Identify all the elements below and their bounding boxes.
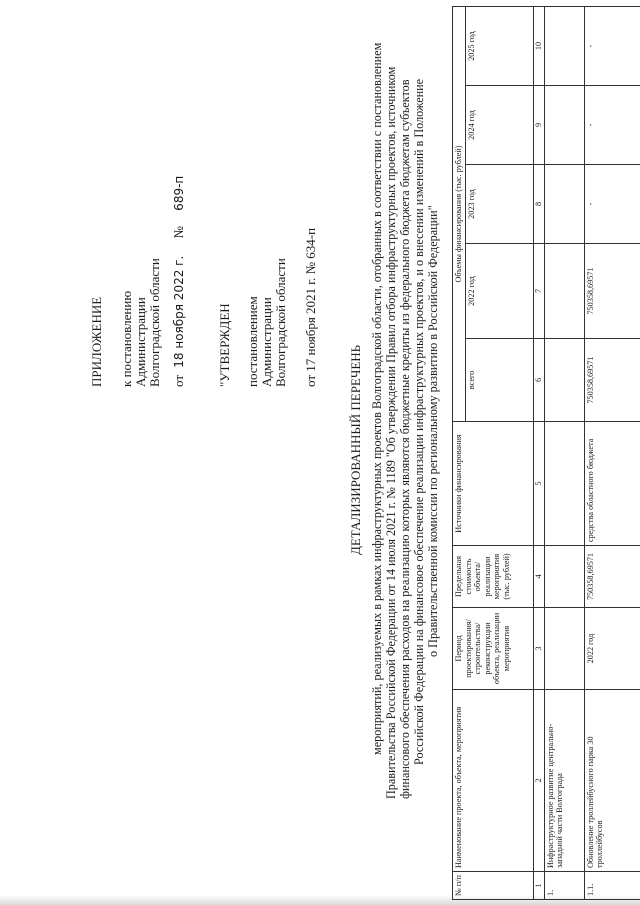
approved-resolution: постановлением — [245, 296, 260, 387]
column-number: 7 — [533, 244, 544, 339]
document-title: ДЕТАЛИЗИРОВАННЫЙ ПЕРЕЧЕНЬ — [348, 344, 363, 555]
intro-line-3: финансового обеспечения расходов на реализацию которых являются бюджетные кредиты из федерального бюджета бюджетам субъектов — [398, 79, 412, 799]
header-year: 2025 год — [465, 6, 533, 85]
column-number: 4 — [533, 546, 544, 608]
handwritten-number: 689-п — [172, 175, 186, 211]
table-row — [544, 6, 584, 899]
number-prefix: № — [171, 226, 186, 239]
intro-line-5: о Правительственной комиссии по региональному развитию в Российской Федерации" — [426, 205, 440, 657]
row-source: средства областного бюджета — [584, 422, 640, 546]
row-2023 — [544, 165, 584, 244]
row-total — [544, 339, 584, 422]
header-year: 2022 год — [465, 244, 533, 339]
row-total: 750358,69571 — [584, 339, 640, 422]
row-name: Обновление троллейбусного парка 30 троллейбусов — [584, 690, 640, 872]
appendix-title: ПРИЛОЖЕНИЕ — [89, 296, 104, 387]
row-period — [544, 608, 584, 690]
row-source — [544, 422, 584, 546]
approved-region: Волгоградской области — [273, 258, 288, 387]
row-2025: - — [584, 6, 640, 85]
row-cost: 750358,69571 — [584, 546, 640, 608]
column-number: 5 — [533, 422, 544, 546]
row-num: 1. — [544, 872, 584, 900]
intro-line-1: мероприятий, реализуемых в рамках инфраструктурных проектов Волгоградской области, отобранных в соответствии с постановлением — [370, 42, 384, 755]
header-cost: Предельная стоимость объекта/ реализации мероприятия (тыс. рублей) — [453, 546, 534, 608]
header-year: 2023 год — [465, 165, 533, 244]
resolution-date-line — [172, 176, 186, 387]
header-volumes: Объемы финансирования (тыс. рублей) — [453, 6, 466, 421]
column-number: 10 — [533, 6, 544, 85]
row-2024 — [544, 86, 584, 165]
approved-administration: Администрации — [259, 297, 274, 387]
row-2022: 750358,69571 — [584, 244, 640, 339]
header-year: 2024 год — [465, 86, 533, 165]
header-sources: Источники финансирования — [453, 422, 534, 546]
row-period: 2022 год — [584, 608, 640, 690]
header-name: Наименование проекта, объекта, мероприятия — [453, 690, 534, 872]
row-name: Инфраструктурное развитие центрально-западной части Волгограда — [544, 690, 584, 872]
column-number: 1 — [533, 872, 544, 900]
region: Волгоградской области — [147, 258, 162, 387]
approved-date: от 17 ноября 2021 г. № 634-п — [303, 227, 318, 387]
header-period: Период проектирования/ строительства/ реконструкции объекта, реализации мероприятия — [453, 608, 534, 690]
row-2022 — [544, 244, 584, 339]
handwritten-date: 18 ноября 2022 г. — [172, 255, 186, 368]
projects-table — [452, 6, 640, 900]
row-2025 — [544, 6, 584, 85]
row-num: 1.1. — [584, 872, 640, 900]
column-number: 6 — [533, 339, 544, 422]
header-num: № п/п — [453, 872, 534, 900]
administration: Администрации — [133, 297, 148, 387]
column-number: 8 — [533, 165, 544, 244]
column-number: 2 — [533, 690, 544, 872]
to-resolution: к постановлению — [119, 290, 134, 387]
from-prefix: от — [171, 374, 186, 387]
column-number-row — [533, 6, 544, 899]
intro-line-2: Правительства Российской Федерации от 14 июля 2021 г. № 1189 "Об утверждении Правил отбора инфраструктурных проектов, источником — [384, 66, 398, 799]
row-2023: - — [584, 165, 640, 244]
table-row — [584, 6, 640, 899]
row-2024: - — [584, 86, 640, 165]
header-total: всего — [465, 339, 533, 422]
approved-label: "УТВЕРЖДЕН — [217, 303, 232, 387]
row-cost — [544, 546, 584, 608]
intro-line-4: Российской Федерации на финансовое обеспечение реализации инфраструктурных проектов, и о внесении изменений в Положение — [412, 78, 426, 765]
column-number: 9 — [533, 86, 544, 165]
column-number: 3 — [533, 608, 544, 690]
